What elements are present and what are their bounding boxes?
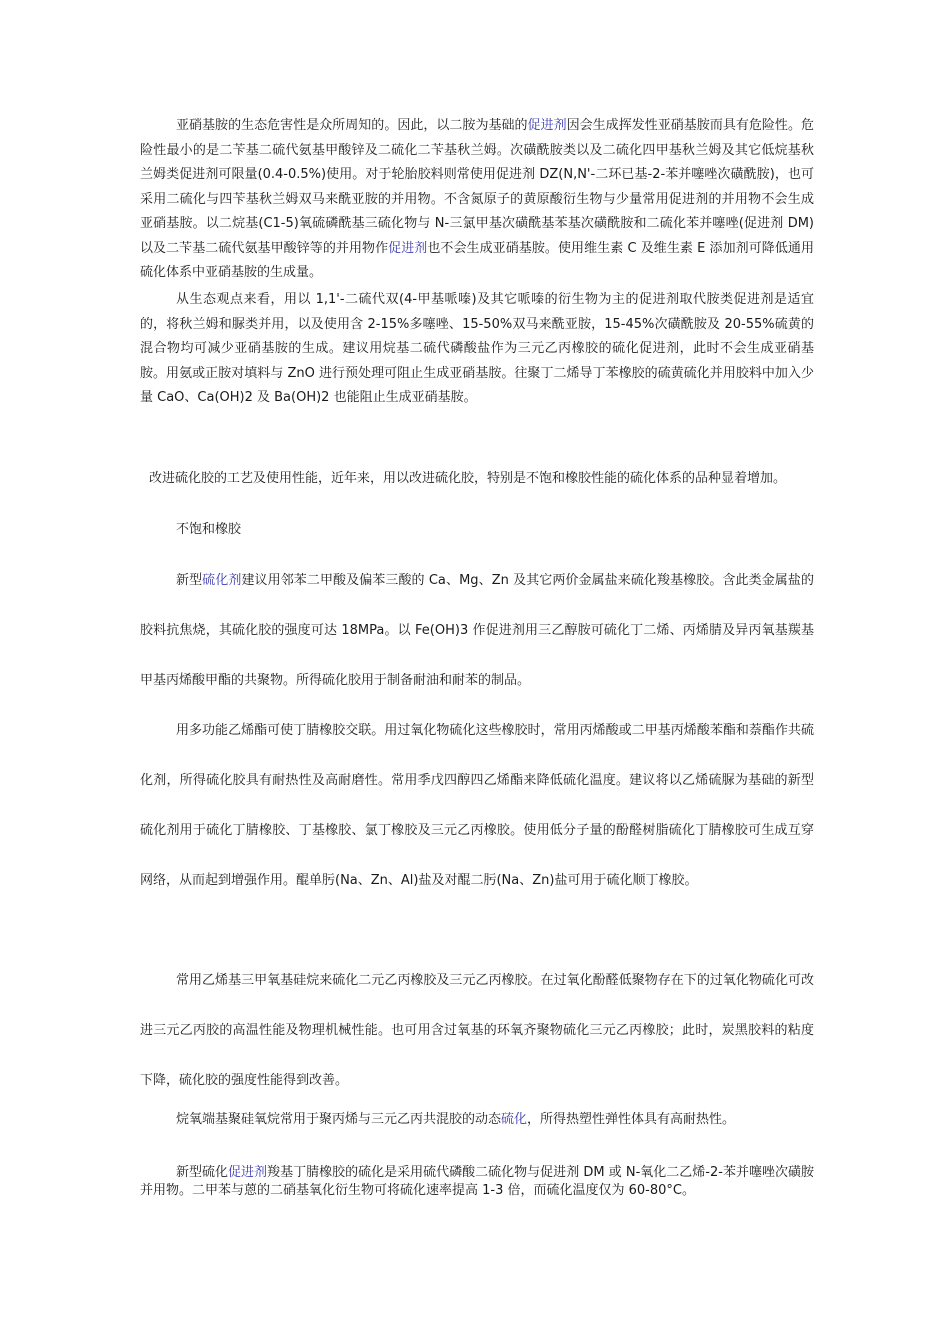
paragraph-siloxane: [140, 1108, 814, 1133]
paragraph-text: 用多功能乙烯酯可使丁腈橡胶交联。用过氧化物硫化这些橡胶时，常用丙烯酸或二甲基丙烯酸苯酯和萘酯作共硫化剂，所得硫化胶具有耐热性及高耐磨性。常用季戊四醇四乙烯酯来降低硫化温度。建议将以乙烯硫脲为基础的新型硫化剂用于硫化丁腈橡胶、丁基橡胶、氯丁橡胶及三元乙丙橡胶。使用低分子量的酚醛树脂硫化丁腈橡胶可生成互穿网络，从而起到增强作用。醌单肟(Na、Zn、Al)盐及对醌二肟(Na、Zn)盐可用于硫化顺丁橡胶。: [140, 723, 814, 888]
text: 建议用邻苯二甲酸及偏苯三酸的 Ca、Mg、Zn 及其它两价金属盐来硫化羧基橡胶。含此类金属盐的胶料抗焦烧，其硫化胶的强度可达 18MPa。以 Fe(OH)3 作促进剂用三乙醇胺可硫化丁二烯、丙烯腈及异丙氧基羰基甲基丙烯酸甲酯的共聚物。所得硫化胶用于制备耐油和耐苯的制品。: [140, 573, 814, 688]
paragraph-epdm: [140, 956, 814, 1106]
text: ，所得热塑性弹性体具有高耐热性。: [527, 1112, 736, 1127]
text: 新型: [176, 573, 203, 588]
link-accelerator[interactable]: 促进剂: [388, 240, 428, 256]
heading-unsaturated-rubber: 不饱和橡胶: [176, 522, 242, 537]
text: 烷氧端基聚硅氧烷常用于聚丙烯与三元乙丙共混胶的动态: [176, 1112, 502, 1127]
text: 因会生成挥发性亚硝基胺而具有危险性。危险性最小的是二苄基二硫代氨基甲酸锌及二硫化二苄基秋兰姆。次磺酰胺类以及二硫化四甲基秋兰姆及其它低烷基秋兰姆类促进剂可限量(0.4-0.5%)使用。对于轮胎胶料则常使用促进剂 DZ(N,N'-二环已基-2-苯并噻唑次磺酰胺)，也可采用二硫化与四苄基秋兰姆双马来酰亚胺的并用物。不含氮原子的黄原酸衍生物与少量常用促进剂的并用物不会生成亚硝基胺。以二烷基(C1-5)氧硫磷酰基三硫化物与 N-三氯甲基次磺酰基苯基次磺酰胺和二硫化苯并噻唑(促进剂 DM)以及二苄基二硫代氨基甲酸锌等的并用物作: [140, 118, 814, 256]
paragraph-text: 从生态观点来看，用以 1,1'-二硫代双(4-甲基哌嗪)及其它哌嗪的衍生物为主的促进剂取代胺类促进剂是适宜的，将秋兰姆和脲类并用，以及使用含 2-15%多噻唑、15-50%双马来酰亚胺，15-45%次磺酰胺及 20-55%硫黄的混合物均可减少亚硝基胺的生成。建议用烷基二硫代磷酸盐作为三元乙丙橡胶的硫化促进剂，此时不会生成亚硝基胺。用氨或正胺对填料与 ZnO 进行预处理可阻止生成亚硝基胺。往聚丁二烯导丁苯橡胶的硫黄硫化并用胶料中加入少量 CaO、Ca(OH)2 及 Ba(OH)2 也能阻止生成亚硝基胺。: [140, 292, 814, 405]
paragraph-nbr-crosslink: [140, 706, 814, 906]
link-vulcanizing-agent[interactable]: 硫化剂: [202, 573, 242, 588]
text: 羧基丁腈橡胶的硫化是采用硫代磷酸二硫化物与促进剂 DM 或 N-氧化二乙烯-2-苯并噻唑次磺胺并用物。二甲苯与蒽的二硝基氧化衍生物可将硫化速率提高 1-3 倍，而硫化温度仅为 60-80°C。: [140, 1165, 814, 1198]
section-heading: [140, 518, 814, 543]
link-vulcanization[interactable]: 硫化: [501, 1112, 528, 1127]
paragraph-new-vulcanizer: [140, 556, 814, 706]
paragraph-nitrosamine-hazard: [140, 114, 814, 286]
paragraph-improvement: [149, 467, 823, 492]
text: 也不会生成亚硝基胺。使用维生素 C 及维生素 E 添加剂可降低通用硫化体系中亚硝基胺的生成量。: [140, 240, 814, 280]
paragraph-ecology: [140, 288, 814, 411]
link-accelerator[interactable]: 促进剂: [228, 1165, 268, 1180]
link-accelerator[interactable]: 促进剂: [527, 118, 567, 133]
paragraph-text: 常用乙烯基三甲氧基硅烷来硫化二元乙丙橡胶及三元乙丙橡胶。在过氧化酚醛低聚物存在下的过氧化物硫化可改进三元乙丙胶的高温性能及物理机械性能。也可用含过氧基的环氧齐聚物硫化三元乙丙橡胶；此时，炭黑胶料的粘度下降，硫化胶的强度性能得到改善。: [140, 973, 814, 1088]
text: 新型硫化: [176, 1165, 229, 1180]
text: 亚硝基胺的生态危害性是众所周知的。因此，以二胺为基础的: [176, 118, 528, 133]
paragraph-text: 改进硫化胶的工艺及使用性能，近年来，用以改进硫化胶，特别是不饱和橡胶性能的硫化体系的品种显着增加。: [149, 471, 787, 486]
paragraph-new-accelerator: [140, 1164, 814, 1200]
